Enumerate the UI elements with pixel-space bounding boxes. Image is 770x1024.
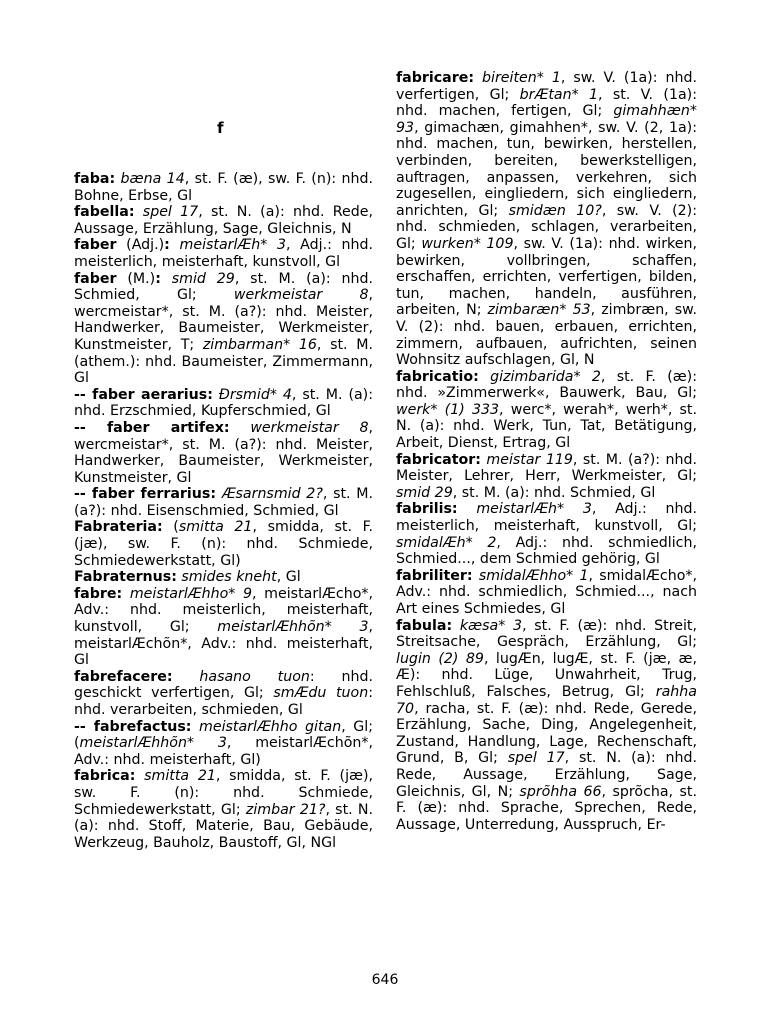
entry-text: , st. N. (a): nhd. Rede, Aussage, Erzählung, Sage, Gleichnis, Gl, N; bbox=[396, 750, 697, 800]
headword: fabriliter: bbox=[396, 567, 473, 584]
dictionary-entry bbox=[74, 271, 373, 387]
entry-text: , meistarlÆchõn*, Adv.: nhd. meisterhaft, Gl bbox=[74, 619, 373, 669]
ahd-form: zimbarman* 16 bbox=[202, 336, 317, 353]
entry-text: , gimachæn, gimahhen*, sw. V. (2, 1a): nhd. machen, tun, bewirken, herstellen, verbinden, bereiten, bewerkstelligen, auftragen, anpassen, verkehren, sich zugesellen, eingliedern, sich eingliedern, anrichten, Gl; bbox=[396, 119, 697, 219]
ahd-form: rahha 70 bbox=[396, 683, 697, 717]
entry-text bbox=[173, 669, 200, 685]
ahd-form: smidalÆh* 2 bbox=[396, 534, 497, 551]
dictionary-entry bbox=[74, 486, 373, 519]
entry-text bbox=[135, 204, 143, 220]
entry-text: , Gl bbox=[276, 569, 301, 586]
entry-text: , sw. V. (2): nhd. schmieden, schlagen, verarbeiten, Gl; bbox=[396, 202, 697, 252]
entry-text: , st. M. (a?): nhd. Eisenschmied, Schmied, Gl bbox=[74, 486, 373, 519]
ahd-form: smid 29 bbox=[171, 270, 235, 287]
ahd-form: smid 29 bbox=[396, 484, 453, 501]
ahd-form: meistar 119 bbox=[486, 451, 573, 468]
entry-text bbox=[122, 586, 130, 602]
dictionary-entry bbox=[74, 237, 373, 270]
headword: Fabrateria: bbox=[74, 519, 163, 536]
headword: faber bbox=[74, 237, 117, 254]
ahd-form: bireiten* 1 bbox=[482, 70, 561, 86]
ahd-form: lugin (2) 89 bbox=[396, 650, 484, 667]
ahd-form: gizimbarida* 2 bbox=[490, 368, 601, 385]
dictionary-entry bbox=[74, 768, 373, 851]
entry-text: , racha, st. F. (æ): nhd. Rede, Gerede, Erzählung, Sache, Ding, Angelegenheit, Zustand, Handlung, Lage, Rechenschaft, Grund, B, Gl; bbox=[396, 700, 697, 767]
dictionary-entry bbox=[74, 171, 373, 204]
headword: fabricare: bbox=[396, 70, 475, 86]
entry-text bbox=[452, 618, 460, 634]
entry-text: , meistarlÆchõn*, Adv.: nhd. meisterhaft, Gl) bbox=[74, 735, 373, 768]
ahd-form: meistarlÆhho gitan bbox=[199, 718, 342, 735]
headword: fabrica: bbox=[74, 768, 136, 785]
dictionary-entry bbox=[396, 70, 697, 369]
dictionary-entry bbox=[396, 369, 697, 452]
headword: -- fabrefactus: bbox=[74, 718, 192, 735]
ahd-form: gimahhæn* 93 bbox=[396, 103, 697, 136]
entry-text: , smidda, st. F. (jæ), sw. F. (n): nhd. Schmiede, Schmiedewerkstatt, Gl; bbox=[74, 768, 373, 818]
entry-text: , st. F. (æ), sw. F. (n): nhd. Bohne, Erbse, Gl bbox=[74, 171, 374, 204]
entry-text: , st. V. (1a): nhd. machen, fertigen, Gl; bbox=[396, 86, 697, 120]
ahd-form: hasano tuon bbox=[199, 668, 310, 685]
dictionary-entry bbox=[396, 568, 697, 618]
dictionary-entry bbox=[74, 586, 373, 669]
entry-text: , st. M. (a): nhd. Schmied, Gl; bbox=[74, 270, 373, 304]
ahd-form: werk* (1) 333 bbox=[396, 401, 500, 418]
entry-text: , werc*, werah*, werh*, st. N. (a): nhd. Werk, Tun, Tat, Betätigung, Arbeit, Dienst, Ertrag, Gl bbox=[396, 401, 697, 452]
ahd-form: smides kneht bbox=[181, 569, 277, 586]
entry-text: , smidalÆcho*, Adv.: nhd. schmiedlich, Schmied..., nach Art eines Schmiedes, Gl bbox=[396, 567, 697, 617]
entry-text bbox=[191, 719, 199, 735]
headword: fabella: bbox=[74, 204, 135, 221]
ahd-form: smitta 21 bbox=[178, 519, 253, 536]
entry-text bbox=[458, 501, 477, 517]
ahd-form: zimbar 21? bbox=[245, 801, 326, 818]
ahd-form: smidæn 10? bbox=[508, 202, 602, 219]
headword: fabricator: bbox=[396, 451, 481, 468]
ahd-form: werkmeistar 8 bbox=[250, 419, 369, 436]
headword: : bbox=[155, 270, 161, 287]
entry-text bbox=[230, 420, 251, 436]
entry-text: , st. F. (æ): nhd. Streit, Streitsache, Gespräch, Erzählung, Gl; bbox=[396, 617, 697, 651]
entry-text: , st. N. (a): nhd. Stoff, Materie, Bau, Gebäude, Werkzeug, Bauholz, Baustoff, Gl, NGl bbox=[74, 801, 373, 851]
dictionary-entry bbox=[74, 569, 373, 586]
entry-text bbox=[135, 768, 144, 784]
entry-text bbox=[170, 237, 180, 253]
ahd-form: Æsarnsmid 2? bbox=[221, 486, 323, 503]
headword: fabula: bbox=[396, 617, 453, 634]
entry-text: , zimbræn, sw. V. (2): nhd. bauen, erbauen, errichten, zimmern, aufbauen, aufrichten, seinen Wohnsitz aufschlagen, Gl, N bbox=[396, 302, 697, 369]
headword: fabricatio: bbox=[396, 368, 479, 385]
dictionary-entry bbox=[74, 719, 373, 769]
ahd-form: smÆdu tuon bbox=[273, 685, 369, 702]
entry-text: ( bbox=[162, 519, 179, 536]
ahd-form: spel 17 bbox=[507, 750, 565, 767]
ahd-form: Ðrsmid* 4 bbox=[218, 386, 292, 403]
entry-text: , sprõcha, st. F. (æ): nhd. Sprache, Sprechen, Rede, Aussage, Unterredung, Ausspruch, Er- bbox=[396, 783, 697, 833]
entry-text: , Adj.: nhd. meisterlich, meisterhaft, kunstvoll, Gl; bbox=[396, 501, 698, 535]
entry-text: , lugÆn, lugÆ, st. F. (jæ, æ, Æ): nhd. Lüge, Unwahrheit, Trug, Fehlschluß, Falsches, Betrug, Gl; bbox=[396, 650, 697, 700]
right-column bbox=[396, 70, 697, 833]
entry-text: , sw. V. (1a): nhd. verfertigen, Gl; bbox=[396, 70, 697, 103]
ahd-form: spel 17 bbox=[142, 204, 199, 221]
ahd-form: zimbaræn* 53 bbox=[487, 302, 591, 319]
entry-text: , smidda, st. F. (jæ), sw. F. (n): nhd. Schmiede, Schmiedewerkstatt, Gl) bbox=[74, 519, 373, 569]
entry-text: , st. N. (a): nhd. Rede, Aussage, Erzählung, Sage, Gleichnis, N bbox=[74, 204, 373, 237]
entry-text: , st. M. (a): nhd. Erzschmied, Kupferschmied, Gl bbox=[74, 386, 373, 420]
dictionary-entry bbox=[74, 420, 373, 486]
ahd-form: meistarlÆh* 3 bbox=[476, 501, 592, 518]
dictionary-entry bbox=[396, 452, 697, 502]
dictionary-entry bbox=[396, 618, 697, 834]
ahd-form: sprõhha 66 bbox=[519, 783, 602, 800]
dictionary-entry bbox=[74, 669, 373, 719]
ahd-form: meistarlÆhhõn* 3 bbox=[217, 619, 369, 636]
headword: : bbox=[164, 237, 170, 254]
page-number: 646 bbox=[371, 972, 399, 988]
ahd-form: wurken* 109 bbox=[421, 235, 514, 252]
entry-text bbox=[479, 369, 490, 385]
entry-text: , wercmeistar*, st. M. (a?): nhd. Meister, Handwerker, Baumeister, Werkmeister, Kunstmeister, Gl bbox=[74, 419, 373, 486]
dictionary-entry bbox=[396, 501, 697, 567]
entry-text bbox=[161, 271, 172, 287]
ahd-form: meistarlÆhho* 9 bbox=[129, 585, 253, 602]
entry-text: (M.) bbox=[116, 270, 156, 287]
headword: faba: bbox=[74, 171, 116, 187]
headword: -- faber artifex: bbox=[74, 419, 230, 436]
section-letter: f bbox=[217, 119, 224, 137]
entry-text: , st. M. (a?): nhd. Meister, Lehrer, Herr, Werkmeister, Gl; bbox=[396, 451, 697, 485]
dictionary-entry bbox=[74, 519, 373, 569]
dictionary-entry bbox=[74, 387, 373, 420]
entry-text: , Gl; ( bbox=[74, 718, 373, 752]
left-column bbox=[74, 171, 373, 851]
ahd-form: brÆtan* 1 bbox=[519, 86, 599, 103]
headword: faber bbox=[74, 270, 117, 287]
entry-text: : nhd. verarbeiten, schmieden, Gl bbox=[74, 685, 373, 718]
entry-text: , st. M. (a): nhd. Schmied, Gl bbox=[452, 484, 656, 501]
entry-text bbox=[474, 70, 482, 86]
ahd-form: smidalÆhho* 1 bbox=[478, 567, 589, 584]
entry-text: (Adj.) bbox=[116, 237, 165, 254]
ahd-form: werkmeistar 8 bbox=[233, 287, 369, 304]
ahd-form: meistarlÆh* 3 bbox=[179, 237, 287, 254]
entry-text: , sw. V. (1a): nhd. wirken, bewirken, vollbringen, schaffen, erschaffen, errichten, verfertigen, bilden, tun, machen, handeln, ausführen, arbeiten, N; bbox=[396, 235, 697, 319]
entry-text: , meistarlÆcho*, Adv.: nhd. meisterlich, meisterhaft, kunstvoll, Gl; bbox=[74, 585, 373, 636]
dictionary-entry bbox=[74, 204, 373, 237]
ahd-form: smitta 21 bbox=[144, 768, 216, 785]
headword: Fabraternus: bbox=[74, 569, 177, 586]
entry-text: : nhd. geschickt verfertigen, Gl; bbox=[74, 668, 373, 702]
entry-text: , Adj.: nhd. schmiedlich, Schmied..., dem Schmied gehörig, Gl bbox=[396, 534, 697, 568]
headword: -- faber aerarius: bbox=[74, 386, 213, 403]
entry-text: , wercmeistar*, st. M. (a?): nhd. Meister, Handwerker, Baumeister, Werkmeister, Kunstmeister, T; bbox=[74, 287, 373, 353]
ahd-form: kæsa* 3 bbox=[459, 617, 523, 634]
ahd-form: meistarlÆhhõn* 3 bbox=[79, 735, 227, 752]
headword: fabre: bbox=[74, 585, 123, 602]
ahd-form: bæna 14 bbox=[120, 171, 185, 187]
entry-text: , st. M. (athem.): nhd. Baumeister, Zimmermann, Gl bbox=[74, 336, 373, 387]
entry-text: , st. F. (æ): nhd. »Zimmerwerk«, Bauwerk, Bau, Gl; bbox=[396, 368, 697, 402]
headword: fabrilis: bbox=[396, 501, 458, 518]
headword: fabrefacere: bbox=[74, 668, 173, 685]
headword: -- faber ferrarius: bbox=[74, 486, 216, 503]
entry-text: , Adj.: nhd. meisterlich, meisterhaft, kunstvoll, Gl bbox=[74, 237, 374, 270]
